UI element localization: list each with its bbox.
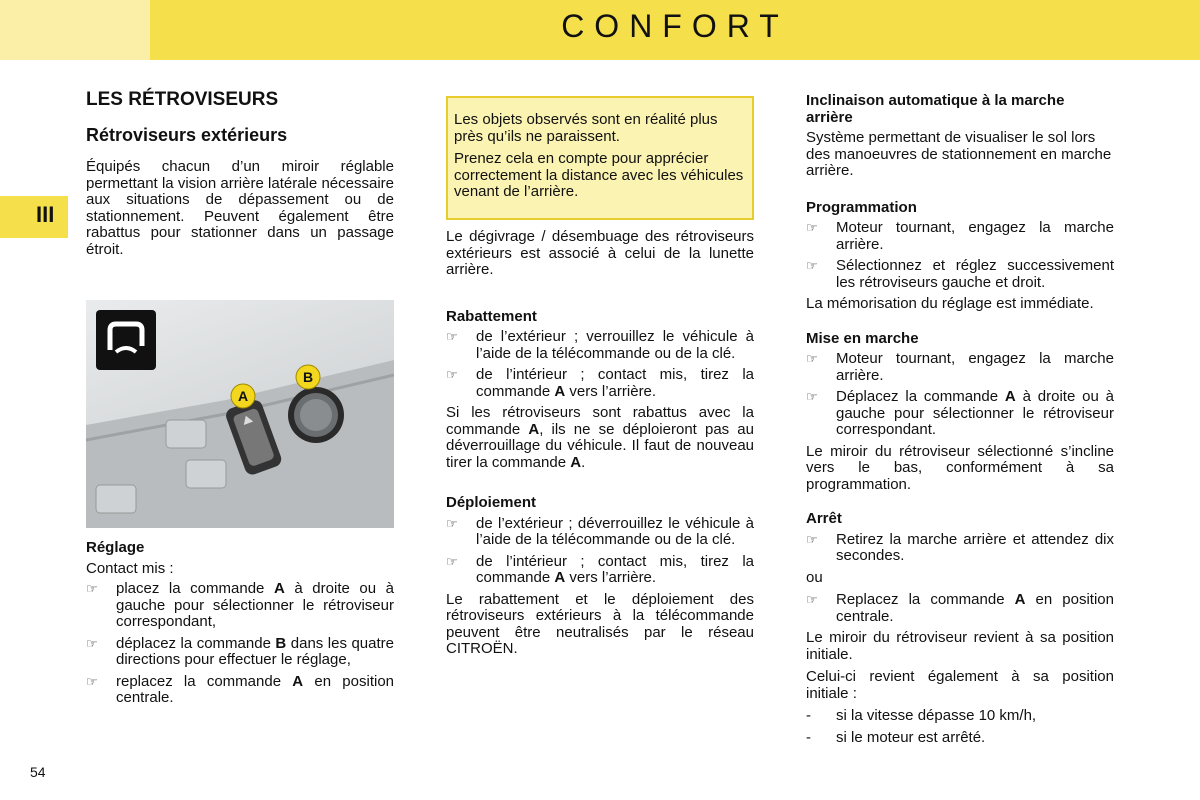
pointing-hand-icon: ☞: [806, 220, 818, 235]
pointing-hand-icon: ☞: [86, 635, 98, 651]
rabattement-title: Rabattement: [446, 307, 537, 325]
list-item: ☞ déplacez la commande B dans les quatre directions pour effectuer le réglage,: [86, 634, 394, 668]
list-item: - si la vitesse dépasse 10 km/h,: [806, 707, 1037, 724]
chapter-tab: [0, 196, 68, 238]
column-3: [806, 93, 1114, 751]
column-2: [446, 229, 754, 664]
list-item: ☞ de l’extérieur ; déverrouillez le véhicule à l’aide de la télécommande ou de la clé.: [446, 514, 754, 548]
label-b: B: [303, 369, 314, 385]
mirror-fold-icon: [96, 310, 156, 370]
pointing-hand-icon: ☞: [806, 258, 818, 273]
arret-note-2: Celui-ci revient également à sa position initiale :: [806, 668, 1114, 702]
list-item: ☞ Moteur tournant, engagez la marche arrière.: [806, 219, 1114, 253]
dash-icon: -: [806, 707, 811, 724]
list-item: ☞ Sélectionnez et réglez successivement les rétroviseurs gauche et droit.: [806, 257, 1114, 291]
pointing-hand-icon: ☞: [806, 389, 818, 404]
inclinaison-title: Inclinaison automatique à la marche arrière: [806, 92, 1065, 126]
list-item: ☞ Retirez la marche arrière et attendez dix secondes.: [806, 530, 1114, 564]
degivrage-text: Le dégivrage / désembuage des rétroviseurs extérieurs est associé à celui de la lunette arrière.: [446, 228, 754, 278]
warning-box: [446, 96, 754, 220]
list-item: ☞ Moteur tournant, engagez la marche arrière.: [806, 350, 1114, 384]
arret-title: Arrêt: [806, 510, 842, 527]
reglage-section: [86, 540, 394, 712]
section-title: LES RÉTROVISEURS: [86, 89, 279, 110]
pointing-hand-icon: ☞: [86, 673, 98, 689]
deploiement-title: Déploiement: [446, 494, 537, 511]
reglage-title: Réglage: [86, 539, 145, 556]
page-title: CONFORT: [561, 8, 789, 44]
inclinaison-text: Système permettant de visualiser le sol lors des manoeuvres de stationnement en marche arrière.: [806, 129, 1112, 179]
pointing-hand-icon: ☞: [446, 367, 458, 382]
header-left-strip: [0, 0, 150, 60]
column-1: [86, 89, 394, 264]
arret-note-1: Le miroir du rétroviseur revient à sa position initiale.: [806, 629, 1114, 663]
pointing-hand-icon: ☞: [806, 531, 818, 547]
page-number: 54: [30, 764, 46, 780]
pointing-hand-icon: ☞: [806, 592, 818, 607]
warning-text-1: Les objets observés sont en réalité plus près qu’ils ne paraissent.: [454, 111, 718, 145]
programmation-title: Programmation: [806, 198, 917, 216]
pointing-hand-icon: ☞: [446, 329, 458, 344]
list-item: ☞ Déplacez la commande A à droite ou à gauche pour sélectionner le rétroviseur correspondant.: [806, 388, 1114, 438]
pointing-hand-icon: ☞: [446, 553, 458, 569]
pointing-hand-icon: ☞: [446, 515, 458, 531]
list-item: ☞ de l’intérieur ; contact mis, tirez la commande A vers l’arrière.: [446, 366, 754, 400]
chapter-number: III: [36, 202, 55, 227]
list-item: ☞ de l’intérieur ; contact mis, tirez la commande A vers l’arrière.: [446, 552, 754, 586]
list-item: ☞ de l’extérieur ; verrouillez le véhicule à l’aide de la télécommande ou de la clé.: [446, 328, 754, 362]
rabattement-note: Si les rétroviseurs sont rabattus avec la commande A, ils ne se déploieront pas au déverrouillage du véhicule. Il faut de nouveau tirer la commande A.: [446, 404, 754, 471]
reglage-lead: Contact mis :: [86, 559, 174, 577]
label-a: A: [238, 388, 249, 404]
arret-ou: ou: [806, 568, 823, 586]
list-item: ☞ Replacez la commande A en position centrale.: [806, 591, 1114, 625]
pointing-hand-icon: ☞: [86, 581, 98, 596]
intro-text: Équipés chacun d’un miroir réglable permettant la vision arrière latérale nécessaire aux situations de dépassement ou de stationnement. Peuvent également être rabattus pour stationner dans un passage étroit.: [86, 158, 394, 258]
pointing-hand-icon: ☞: [806, 351, 818, 366]
mise-en-marche-title: Mise en marche: [806, 329, 919, 347]
mirror-control-photo: [86, 300, 394, 528]
deploiement-note: Le rabattement et le déploiement des rétroviseurs extérieurs à la télécommande peuvent être neutralisés par le réseau CITROËN.: [446, 590, 754, 657]
dash-icon: -: [806, 728, 811, 746]
list-item: ☞ placez la commande A à droite ou à gauche pour sélectionner le rétroviseur correspondant,: [86, 580, 394, 630]
programmation-note: La mémorisation du réglage est immédiate.: [806, 295, 1094, 312]
section-subtitle: Rétroviseurs extérieurs: [86, 124, 288, 145]
mise-en-marche-note: Le miroir du rétroviseur sélectionné s’incline vers le bas, conformément à sa programmation.: [806, 442, 1114, 493]
list-item: ☞ replacez la commande A en position centrale.: [86, 672, 394, 706]
warning-text-2: Prenez cela en compte pour apprécier correctement la distance avec les véhicules venant de l’arrière.: [454, 150, 744, 200]
list-item: - si le moteur est arrêté.: [806, 728, 986, 746]
